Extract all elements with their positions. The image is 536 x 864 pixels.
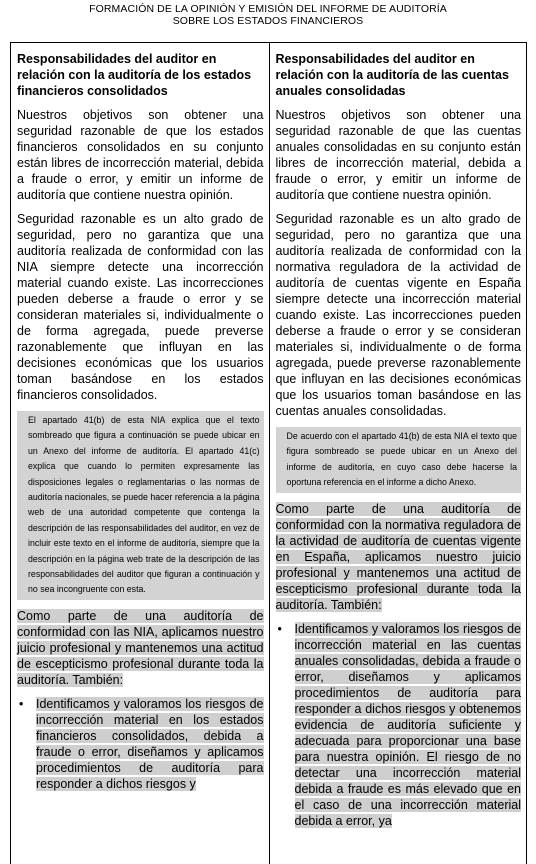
left-paragraph-procedures-wrapper [17,608,264,688]
bullet-glyph: • [277,621,282,636]
header-line-2: SOBRE LOS ESTADOS FINANCIEROS [172,15,364,27]
right-column-title: Responsabilidades del auditor en relación con la auditoría de las cuentas anuales consolidadas [275,52,509,98]
right-bullet-item [276,621,522,829]
right-paragraph-procedures: Como parte de una auditoría de conformidad con la normativa reguladora de la actividad de auditoría de cuentas vigente en España, aplicamos nuestro juicio profesional y mantenemos una actitud de escepticismo profesional durante toda la auditoría. También: [275,501,521,612]
bullet-glyph: • [19,696,24,711]
right-paragraph-reasonable-assurance: Seguridad razonable es un alto grado de seguridad, pero no garantiza que una auditoría realizada de conformidad con la normativa reguladora de la actividad de auditoría de cuentas vigente en España siempre detecte una incorrección material cuando existe. Las incorrecciones pueden deberse a fraude o error y se consideran materiales si, individualmente o de forma agregada, puede preverse razonablemente que influyan en las decisiones económicas que los usuarios toman basándose en las cuentas anuales consolidadas. [275,212,521,418]
right-paragraph-procedures-wrapper [276,501,522,613]
left-bullet-text: Identificamos y valoramos los riesgos de incorrección material en los estados financieros consolidados, debida a fraude o error, diseñamos y aplicamos procedimientos de auditoría para responder a dichos riesgos y [36,696,264,791]
left-shaded-note: El apartado 41(b) de esta NIA explica que el texto sombreado que figura a continuación se puede ubicar en un Anexo del informe de auditoría. El apartado 41(c) explica que cuando lo permiten expresamente las disposiciones legales o reglamentarias o las normas de auditoría nacionales, se puede hacer referencia a la página web de una autoridad competente que contenga la descripción de las responsabilidades del auditor, en vez de incluir este texto en el informe de auditoría, siempre que la descripción en la página web trate de la descripción de las responsabilidades del auditor que figuran a continuación y no sea incongruente con esta. [17,411,264,600]
comparison-table [10,42,527,864]
right-bullet-text: Identificamos y valoramos los riesgos de incorrección material en las cuentas anuales consolidadas, debida a fraude o error, diseñamos y aplicamos procedimientos de auditoría para responder a dichos riesgos y obtenemos evidencia de auditoría suficiente y adecuada para proporcionar una base para nuestra opinión. El riesgo de no detectar una incorrección material debida a fraude es más elevado que en el caso de una incorrección material debida a error, ya [294,621,521,828]
left-paragraph-procedures: Como parte de una auditoría de conformidad con las NIA, aplicamos nuestro juicio profesional y mantenemos una actitud de escepticismo profesional durante toda la auditoría. También: [17,608,264,687]
left-bullet-item [17,696,264,792]
left-paragraph-reasonable-assurance: Seguridad razonable es un alto grado de seguridad, pero no garantiza que una auditoría realizada de conformidad con las NIA siempre detecte una incorrección material cuando existe. Las incorrecciones pueden deberse a fraude o error y se consideran materiales si, individualmente o de forma agregada, puede preverse razonablemente que influyan en las decisiones económicas que los usuarios toman basándose en los estados financieros consolidados. [17,212,264,402]
right-shaded-note: De acuerdo con el apartado 41(b) de esta NIA el texto que figura sombreado se puede ubicar en un Anexo del informe de auditoría, en cuyo caso debe hacerse la oportuna referencia en el informe a dicho Anexo. [276,427,522,493]
left-bullet-list [17,696,264,792]
left-paragraph-objectives: Nuestros objetivos son obtener una seguridad razonable de que los estados financieros consolidados en su conjunto están libres de incorrección material, debida a fraude o error, y emitir un informe de auditoría que contiene nuestra opinión. [17,108,264,202]
right-bullet-list [276,621,522,829]
left-column [11,43,269,864]
right-paragraph-objectives: Nuestros objetivos son obtener una seguridad razonable de que las cuentas anuales consolidadas en su conjunto están libres de incorrección material, debida a fraude o error, y emitir un informe de auditoría que contiene nuestra opinión. [275,108,521,202]
right-column [269,43,527,864]
header-line-1: FORMACIÓN DE LA OPINIÓN Y EMISIÓN DEL INFORME DE AUDITORÍA [89,3,447,15]
page-header [0,0,536,27]
left-column-title: Responsabilidades del auditor en relación con la auditoría de los estados financieros consolidados [17,52,252,98]
